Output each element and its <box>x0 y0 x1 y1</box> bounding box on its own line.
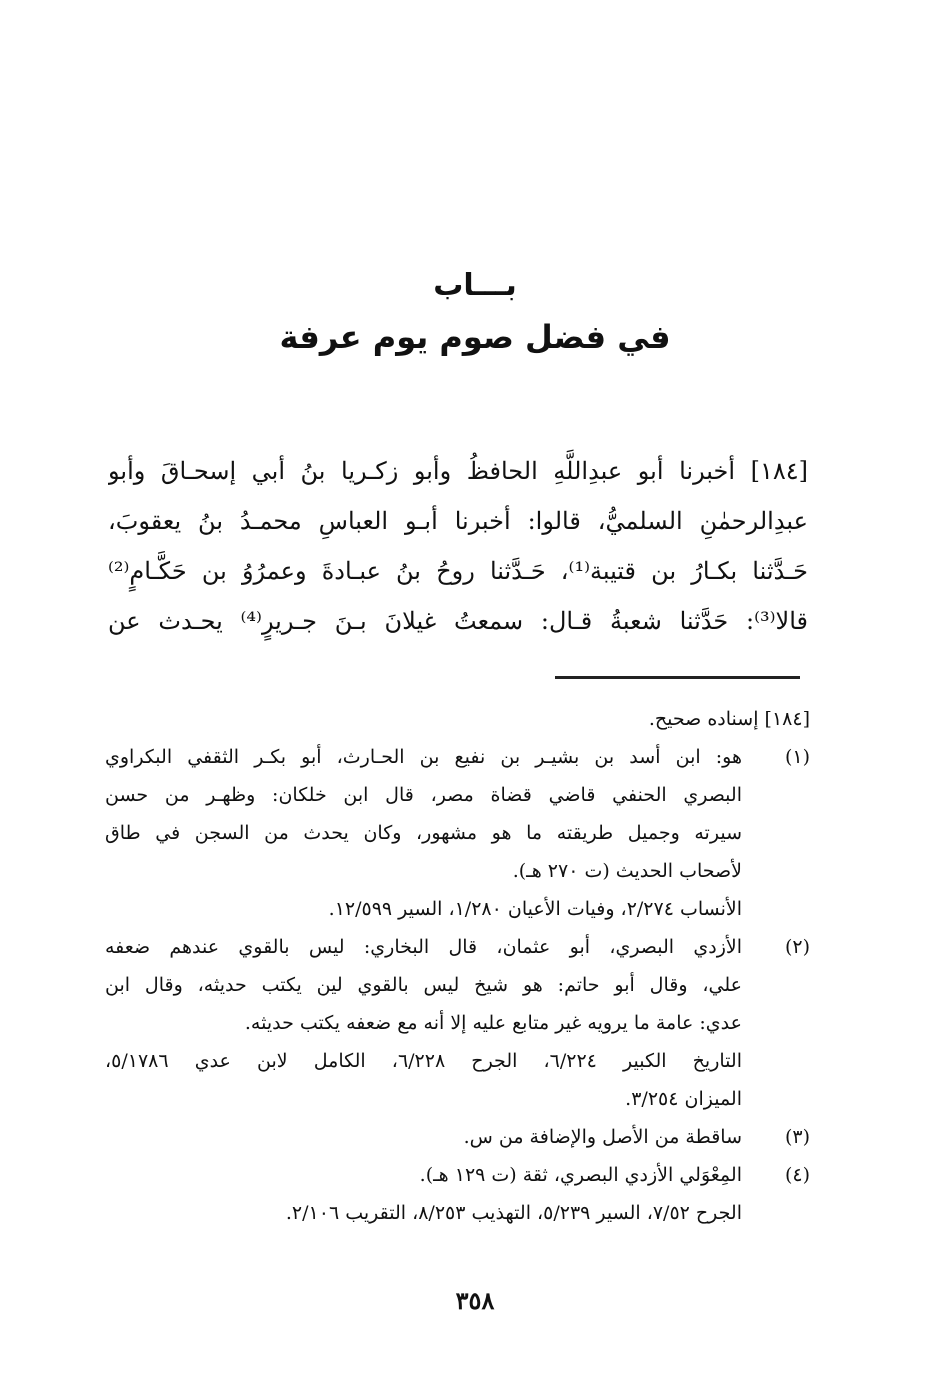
footnote-line: عدي: عامة ما يرويه غير متابع عليه إلا أنه مع ضعفه يكتب حديثه. <box>244 1012 742 1034</box>
hadith-line: قالا⁽³⁾: حَدَّثنا شعبةُ قـال: سمعتُ غيلانَ بـنَ جـريرٍ⁽⁴⁾ يحـدث عن <box>108 607 808 635</box>
chapter-title: في فضل صوم يوم عرفة <box>279 318 671 356</box>
footnote-line: البصري الحنفي قاضي قضاة مصر، قال ابن خلكان: وظهـر من حسن <box>105 784 742 806</box>
footnote-line: الأنساب ٢/٢٧٤، وفيات الأعيان ١/٢٨٠، السير ١٢/٥٩٩. <box>328 898 742 920</box>
hadith-text <box>108 446 808 646</box>
footnote-number: (١) <box>784 746 810 768</box>
footnote-divider <box>555 676 800 679</box>
footnote-line: الميزان ٣/٢٥٤. <box>625 1088 742 1110</box>
page-number: ٣٥٨ <box>455 1286 495 1315</box>
footnote-line: ساقطة من الأصل والإضافة من س. <box>463 1126 742 1148</box>
footnote-line: المِعْوَلي الأزدي البصري، ثقة (ت ١٢٩ هـ). <box>419 1164 742 1186</box>
footnote-4 <box>105 1156 810 1232</box>
footnote-3 <box>105 1118 810 1156</box>
footnote-number: (٢) <box>784 936 810 958</box>
hadith-line: حَـدَّثنا بكـارُ بن قتيبة⁽¹⁾، حَـدَّثنا روحُ بنُ عبـادةَ وعمرُوُ بن حَكَّـامٍ⁽²⁾ <box>108 557 808 585</box>
footnote-intro: [١٨٤] إسناده صحيح. <box>648 708 810 730</box>
hadith-line: [١٨٤] أخبرنا أبو عبدِاللَّهِ الحافظُ وأبو زكـريا بنُ أبي إسحـاقَ وأبو <box>108 457 808 485</box>
footnote-line: الأزدي البصري، أبو عثمان، قال البخاري: ليس بالقوي عندهم ضعفه <box>105 936 742 958</box>
footnote-number: (٣) <box>784 1126 810 1148</box>
footnotes <box>105 700 810 1232</box>
hadith-line: عبدِالرحمٰنِ السلميُّ، قالوا: أخبرنا أبـو العباسِ محمـدُ بنُ يعقوبَ، <box>108 507 808 535</box>
footnote-line: لأصحاب الحديث (ت ٢٧٠ هـ). <box>512 860 742 882</box>
footnote-line: التاريخ الكبير ٦/٢٢٤، الجرح ٦/٢٢٨، الكامل لابن عدي ٥/١٧٨٦، <box>105 1050 742 1072</box>
footnote-number: (٤) <box>784 1164 810 1186</box>
footnote-line: هو: ابن أسد بن بشيـر بن نفيع بن الحـارث، أبو بكـر الثقفي البكراوي <box>105 746 742 768</box>
footnote-line: الجرح ٧/٥٢، السير ٥/٢٣٩، التهذيب ٨/٢٥٣، التقريب ٢/١٠٦. <box>285 1202 742 1224</box>
footnote-1 <box>105 738 810 928</box>
footnote-2 <box>105 928 810 1118</box>
footnote-line: سيرته وجميل طريقته ما هو مشهور، وكان يحدث من السجن في طاق <box>105 822 742 844</box>
footnote-line: علي، وقال أبو حاتم: هو شيخ ليس بالقوي لين يكتب حديثه، وقال ابن <box>105 974 742 996</box>
chapter-label: بـــاب <box>433 268 517 303</box>
